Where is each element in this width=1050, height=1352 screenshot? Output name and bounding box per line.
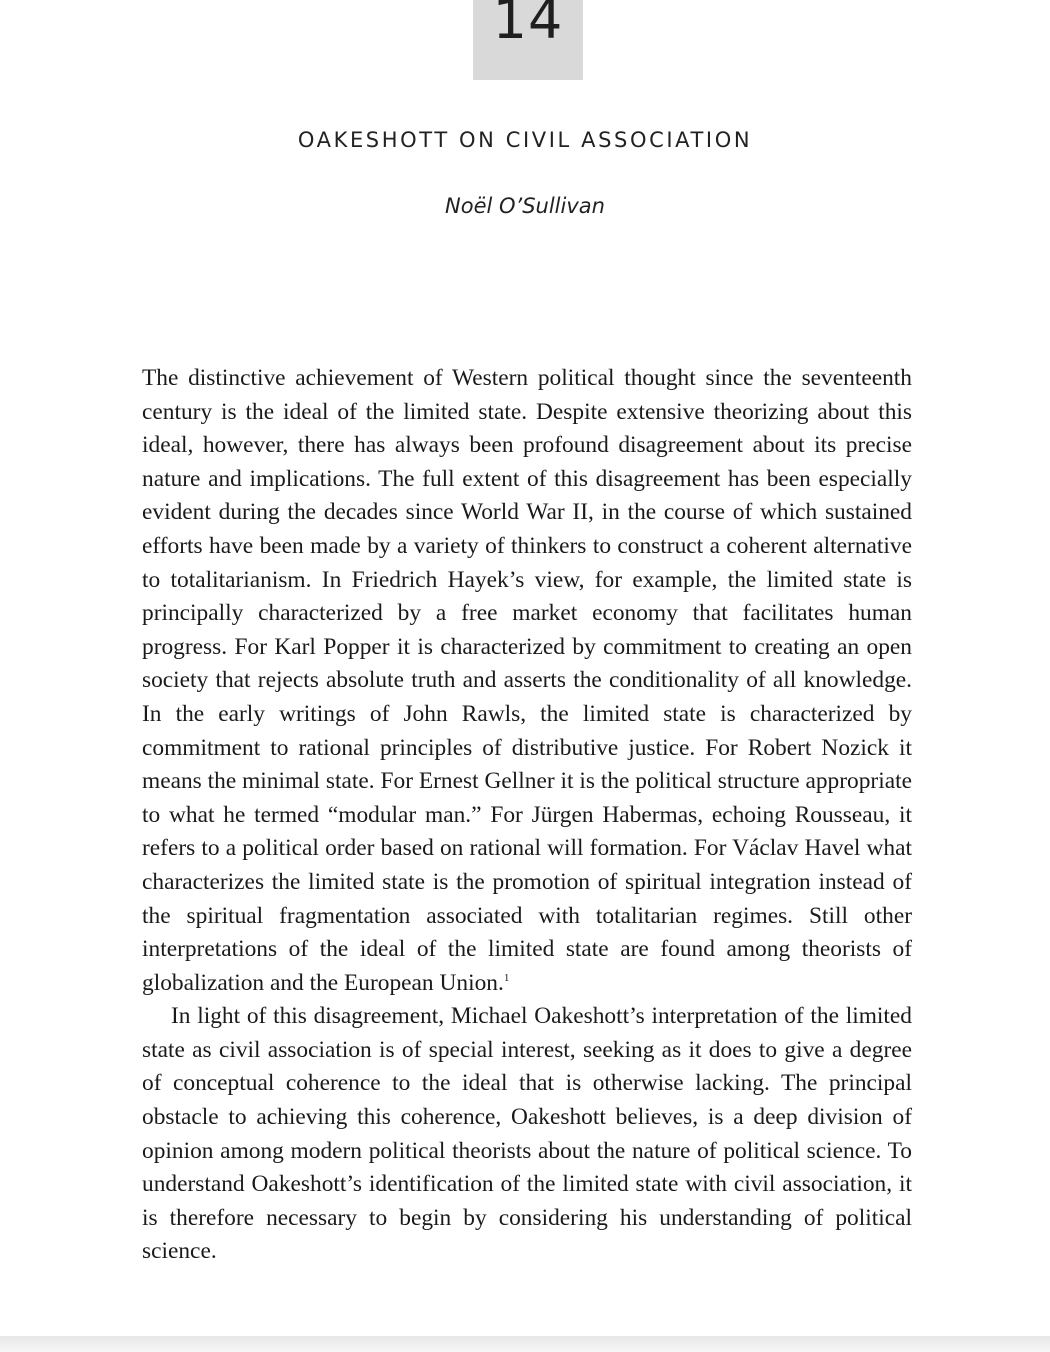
footnote-marker[interactable]: 1 (503, 971, 510, 984)
author-name: Noël O’Sullivan (445, 194, 605, 218)
paragraph-1 (142, 362, 912, 1000)
page-bottom-edge (0, 1336, 1050, 1352)
chapter-number: 14 (492, 0, 564, 51)
chapter-title: OAKESHOTT ON CIVIL ASSOCIATION (297, 128, 753, 152)
paragraph-2: In light of this disagreement, Michael Oakeshott’s interpretation of the limited state as civil association is of special interest, seeking as it does to give a degree of conceptual coherence to the ideal that is otherwise lacking. The principal obstacle to achieving this coherence, Oakeshott believes, is a deep division of opinion among modern political theorists about the nature of political science. To understand Oakeshott’s identification of the limited state with civil association, it is therefore necessary to begin by considering his understanding of political science. (142, 1003, 912, 1265)
chapter-number-box (473, 0, 583, 80)
chapter-body (142, 362, 912, 1269)
paragraph-1-text: The distinctive achievement of Western political thought since the seventeenth century is the ideal of the limited state. Despite extensive theorizing about this ideal, however, there has always been profound disagreement about its precise nature and implications. The full extent of this disagreement has been especially evident during the decades since World War II, in the course of which sustained efforts have been made by a variety of thinkers to construct a coherent alternative to totalitarianism. In Friedrich Hayek’s view, for example, the limited state is principally characterized by a free market economy that facilitates human progress. For Karl Popper it is characterized by commitment to creating an open society that rejects absolute truth and asserts the conditionality of all knowledge. In the early writings of John Rawls, the limited state is characterized by commitment to rational principles of distributive justice. For Robert Nozick it means the minimal state. For Ernest Gellner it is the political structure appropriate to what he termed “modular man.” For Jürgen Habermas, echoing Rousseau, it refers to a political order based on rational will formation. For Václav Havel what characterizes the limited state is the promotion of spiritual integration instead of the spiritual fragmentation associated with totalitarian regimes. Still other interpretations of the ideal of the limited state are found among theorists of globalization and the European Union. (142, 365, 912, 996)
